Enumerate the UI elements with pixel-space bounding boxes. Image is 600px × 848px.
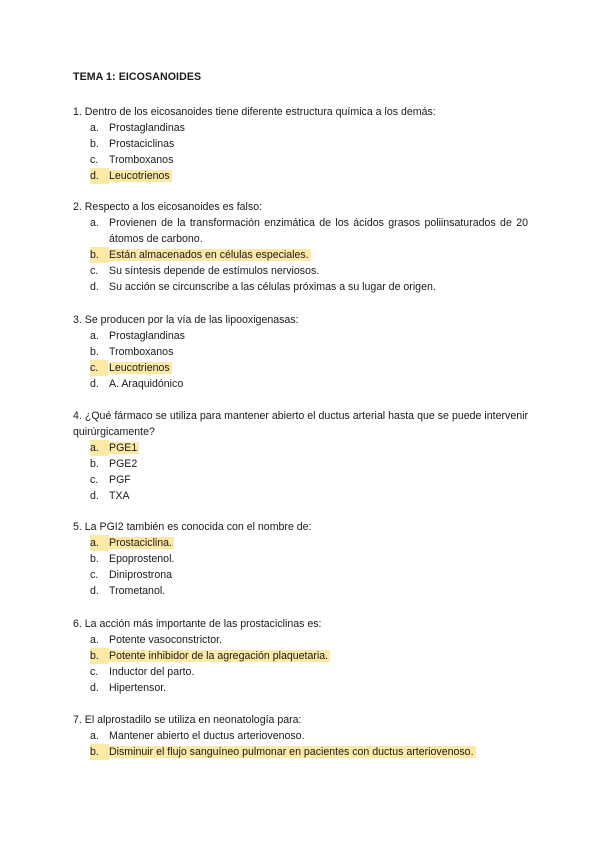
option-letter: b. [90,247,109,263]
question-5 [73,519,528,599]
highlighted-answer: Disminuir el flujo sanguíneo pulmonar en pacientes con ductus arteriovenoso. [109,746,474,758]
question-text: 4. ¿Qué fármaco se utiliza para mantener abierto el ductus arterial hasta que se puede intervenir quirúrgicamente? [73,410,528,438]
question-4 [73,408,528,504]
highlighted-answer: Potente inhibidor de la agregación plaquetaria. [109,650,329,662]
highlighted-answer: Prostaciclina. [109,537,172,549]
option-letter: c. [90,265,99,277]
option-item [73,152,528,168]
option-list [73,440,528,504]
option-item [73,360,528,376]
option-text: Epoprostenol. [109,553,175,565]
option-letter: a. [90,440,109,456]
option-letter: a. [90,730,99,742]
question-text: 2. Respecto a los eicosanoides es falso: [73,201,263,213]
option-letter: d. [90,682,99,694]
option-text: Mantener abierto el ductus arteriovenoso. [109,730,305,742]
option-item [73,728,528,744]
option-item [73,744,528,760]
option-text: Provienen de la transformación enzimática de los ácidos grasos poliinsaturados de 20 átomos de carbono. [109,217,528,245]
option-text: PGF [109,474,131,486]
option-text: Prostaciclinas [109,138,175,150]
question-text: 7. El alprostadilo se utiliza en neonatología para: [73,714,302,726]
option-text: Prostaglandinas [109,330,185,342]
option-text: Trometanol. [109,585,166,597]
option-text: Tromboxanos [109,154,174,166]
question-7 [73,712,528,760]
option-text: Potente vasoconstrictor. [109,634,223,646]
document-title: TEMA 1: EICOSANOIDES [73,71,202,83]
option-text: A. Araquidónico [109,378,184,390]
option-letter: a. [90,535,109,551]
option-item [73,344,528,360]
option-item [73,215,528,247]
highlighted-answer: PGE1 [109,442,138,454]
option-letter: b. [90,138,99,150]
option-item [73,551,528,567]
option-item [73,632,528,648]
option-letter: c. [90,569,99,581]
option-letter: a. [90,330,99,342]
option-text: Diniprostrona [109,569,173,581]
option-letter: a. [90,217,99,229]
option-item [73,488,528,504]
question-2 [73,199,528,295]
option-list [73,535,528,599]
option-item [73,535,528,551]
option-item [73,456,528,472]
option-list [73,728,528,760]
option-letter: b. [90,346,99,358]
option-text: Tromboxanos [109,346,174,358]
option-letter: b. [90,458,99,470]
highlighted-answer: Están almacenados en células especiales. [109,249,309,261]
option-text: Hipertensor. [109,682,167,694]
option-item [73,328,528,344]
option-item [73,120,528,136]
highlighted-answer: Leucotrienos [109,362,170,374]
option-list [73,632,528,696]
option-item [73,247,528,263]
option-list [73,328,528,392]
option-item [73,680,528,696]
option-text: Su acción se circunscribe a las células próximas a su lugar de origen. [109,281,436,293]
option-text: Inductor del parto. [109,666,195,678]
option-letter: d. [90,281,99,293]
option-letter: c. [90,154,99,166]
question-6 [73,616,528,696]
question-text: 5. La PGI2 también es conocida con el nombre de: [73,521,312,533]
option-text: Su síntesis depende de estímulos nerviosos. [109,265,320,277]
option-list [73,215,528,295]
question-text: 6. La acción más importante de las prostaciclinas es: [73,618,322,630]
option-item [73,664,528,680]
option-text: PGE2 [109,458,138,470]
option-item [73,648,528,664]
option-item [73,136,528,152]
option-letter: d. [90,490,99,502]
option-item [73,279,528,295]
highlighted-answer: Leucotrienos [109,170,170,182]
option-item [73,440,528,456]
question-text: 3. Se producen por la vía de las lipooxigenasas: [73,314,299,326]
option-text: TXA [109,490,130,502]
option-letter: c. [90,360,108,376]
option-letter: b. [90,744,109,760]
option-letter: c. [90,474,99,486]
option-text: Prostaglandinas [109,122,185,134]
option-item [73,168,528,184]
option-item [73,583,528,599]
option-letter: d. [90,585,99,597]
option-letter: a. [90,634,99,646]
option-letter: b. [90,553,99,565]
option-letter: c. [90,666,99,678]
option-letter: a. [90,122,99,134]
question-3 [73,312,528,392]
question-text: 1. Dentro de los eicosanoides tiene diferente estructura química a los demás: [73,106,436,118]
option-letter: d. [90,378,99,390]
option-letter: b. [90,648,109,664]
option-item [73,567,528,583]
option-item [73,263,528,279]
option-list [73,120,528,184]
question-1 [73,104,528,184]
option-letter: d. [90,168,109,184]
option-item [73,472,528,488]
option-item [73,376,528,392]
